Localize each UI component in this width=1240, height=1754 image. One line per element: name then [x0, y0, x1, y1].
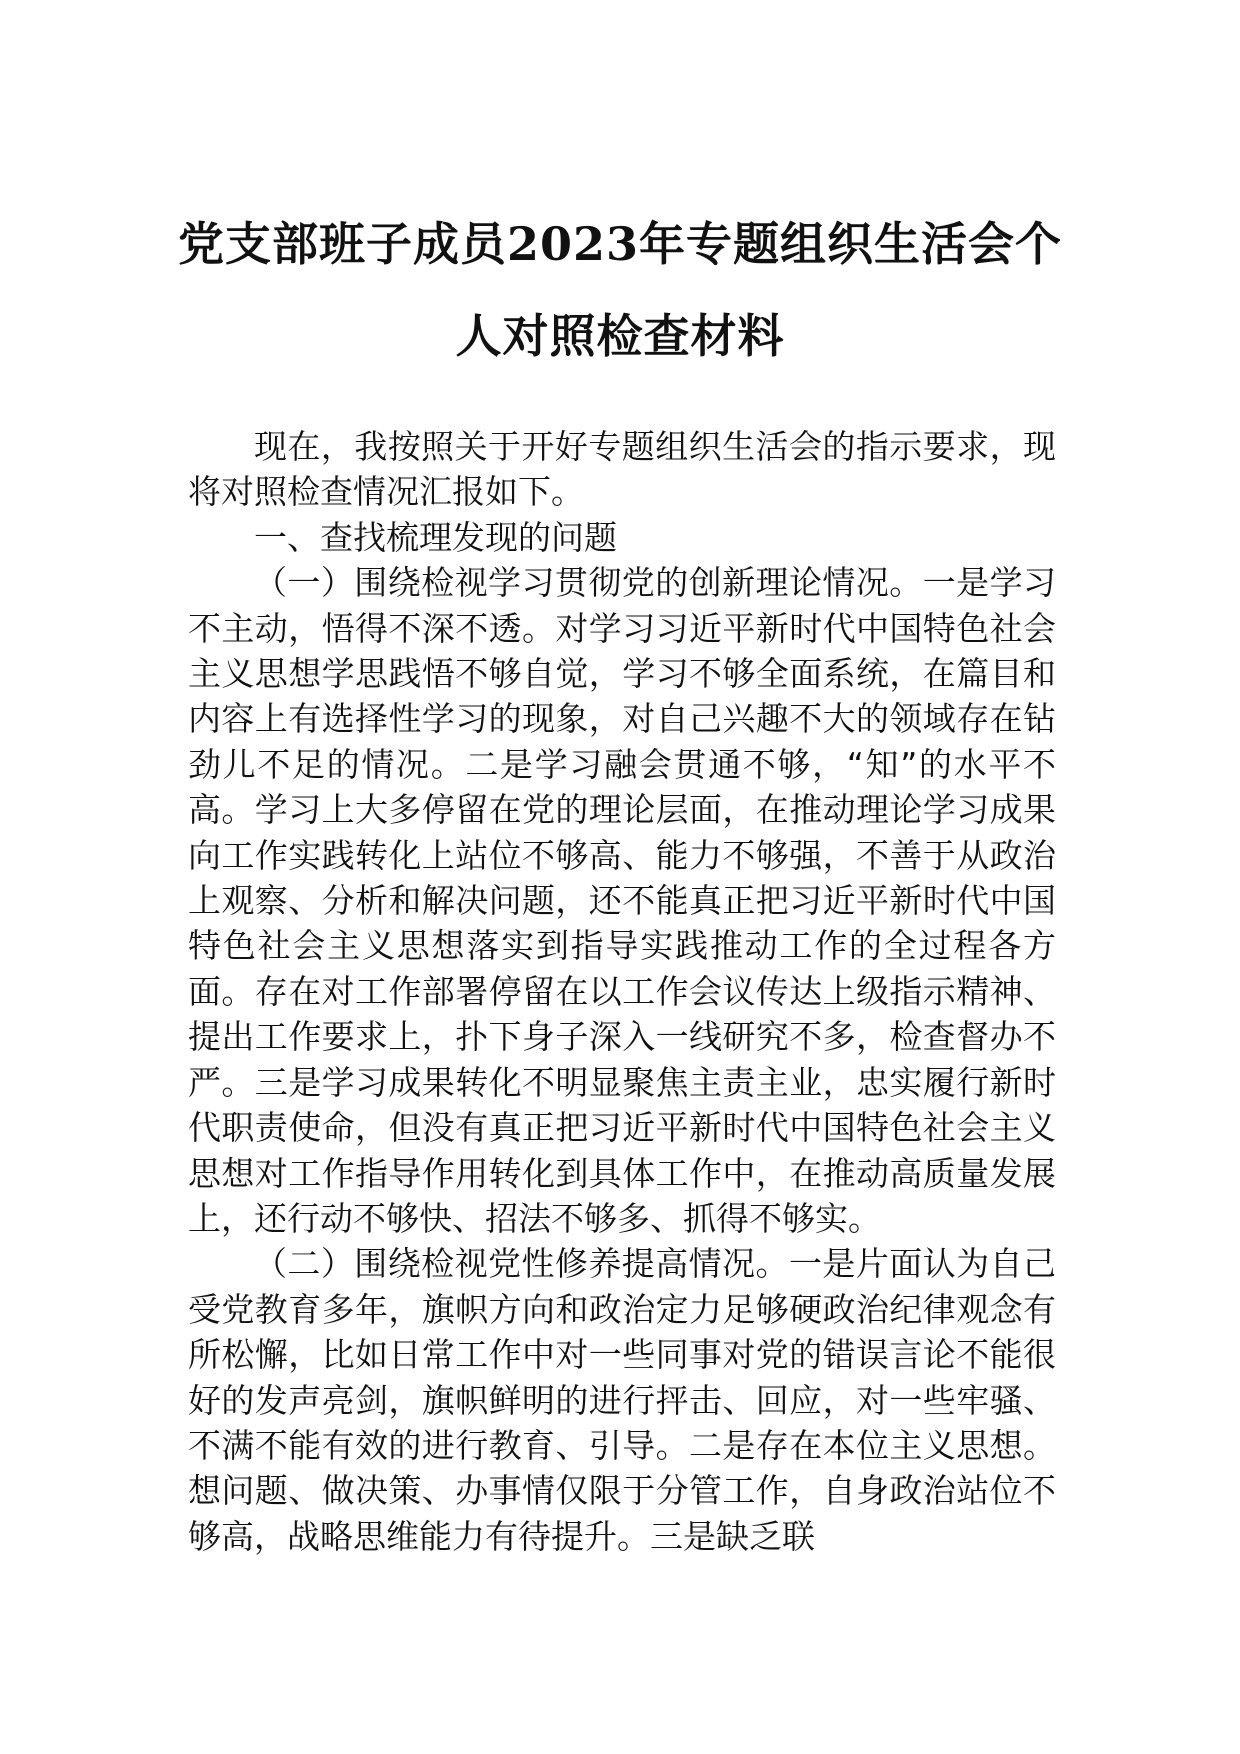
- body-paragraph-1: （一）围绕检视学习贯彻党的创新理论情况。一是学习不主动，悟得不深不透。对学习习近平新时代中国特色社会主义思想学思践悟不够自觉，学习不够全面系统，在篇目和内容上有选择性学习的现象，对自己兴趣不大的领域存在钻劲儿不足的情况。二是学习融会贯通不够，“知”的水平不高。学习上大多停留在党的理论层面，在推动理论学习成果向工作实践转化上站位不够高、能力不够强，不善于从政治上观察、分析和解决问题，还不能真正把习近平新时代中国特色社会主义思想落实到指导实践推动工作的全过程各方面。存在对工作部署停留在以工作会议传达上级指示精神、提出工作要求上，扑下身子深入一线研究不多，检查督办不严。三是学习成果转化不明显聚焦主责主业，忠实履行新时代职责使命，但没有真正把习近平新时代中国特色社会主义思想对工作指导作用转化到具体工作中，在推动高质量发展上，还行动不够快、招法不够多、抓得不够实。: [188, 563, 1056, 1238]
- document-body: [188, 424, 1056, 1559]
- document-title-line2: 人对照检查材料: [455, 309, 785, 363]
- section-heading: 一、查找梳理发现的问题: [254, 517, 617, 557]
- body-paragraph-2: （二）围绕检视党性修养提高情况。一是片面认为自己受党教育多年，旗帜方向和政治定力足够硬政治纪律观念有所松懈，比如日常工作中对一些同事对党的错误言论不能很好的发声亮剑，旗帜鲜明的进行抨击、回应，对一些牢骚、不满不能有效的进行教育、引导。二是存在本位主义思想。想问题、做决策、办事情仅限于分管工作，自身政治站位不够高，战略思维能力有待提升。三是缺乏联: [188, 1244, 1056, 1556]
- document-title-line1: 党支部班子成员2023年专题组织生活会个: [177, 217, 1063, 271]
- intro-paragraph: 现在，我按照关于开好专题组织生活会的指示要求，现将对照检查情况汇报如下。: [188, 427, 1056, 512]
